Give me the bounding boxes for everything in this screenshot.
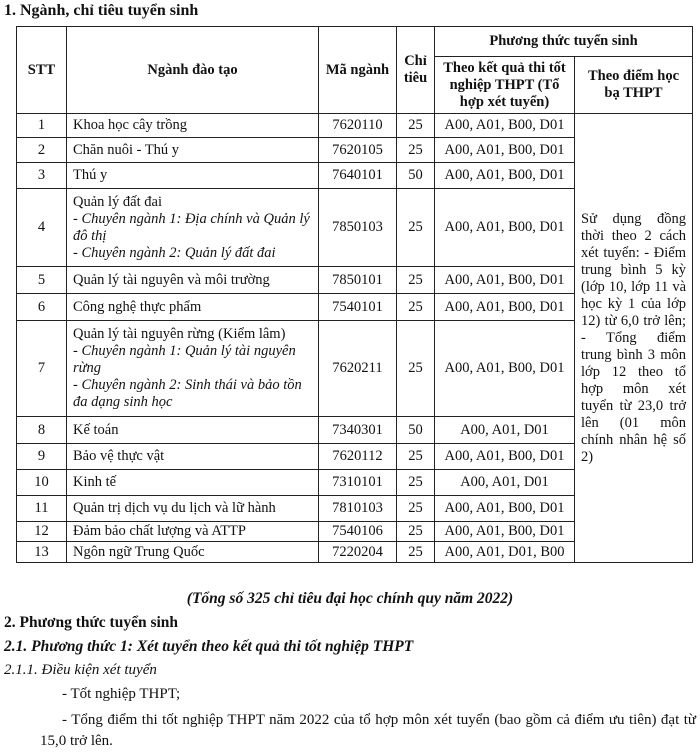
row-combinations: A00, A01, B00, D01 bbox=[435, 294, 575, 321]
row-program-name bbox=[67, 267, 319, 294]
row-stt: 7 bbox=[17, 321, 67, 417]
row-code: 7310101 bbox=[319, 470, 397, 496]
row-stt: 13 bbox=[17, 542, 67, 563]
program-name: Quản lý tài nguyên rừng (Kiểm lâm) bbox=[73, 326, 286, 342]
section-2-1-heading: 2.1. Phương thức 1: Xét tuyển theo kết quả thi tốt nghiệp THPT bbox=[4, 638, 414, 655]
program-name: Kế toán bbox=[73, 421, 119, 438]
hoc-ba-criteria: Sử dụng đồng thời theo 2 cách xét tuyển: - Điểm trung bình 5 kỳ (lớp 10, lớp 11 và học kỳ 1 của lớp 12) từ 6,0 trở lên; - Tổng điểm trung bình 3 môn lớp 12 theo tổ hợp môn xét tuyển từ 23,0 trở lên (01 môn chính nhân hệ số 2) bbox=[575, 114, 693, 563]
table-row bbox=[17, 114, 693, 138]
row-quota: 25 bbox=[397, 189, 435, 267]
program-name: Ngôn ngữ Trung Quốc bbox=[73, 543, 205, 560]
program-name: Quản lý đất đai bbox=[73, 193, 162, 210]
row-stt: 4 bbox=[17, 189, 67, 267]
row-quota: 25 bbox=[397, 542, 435, 563]
program-name: Đảm bảo chất lượng và ATTP bbox=[73, 523, 246, 539]
row-quota: 25 bbox=[397, 496, 435, 522]
condition-2: - Tổng điểm thi tốt nghiệp THPT năm 2022 của tổ hợp môn xét tuyển (bao gồm cả điểm ưu tiên) đạt từ 15,0 trở lên. bbox=[40, 712, 696, 749]
row-program-name bbox=[67, 496, 319, 522]
header-nganh: Ngành đào tạo bbox=[67, 27, 319, 114]
row-quota: 25 bbox=[397, 138, 435, 163]
row-program-name bbox=[67, 444, 319, 470]
row-stt: 6 bbox=[17, 294, 67, 321]
section-2-heading: 2. Phương thức tuyển sinh bbox=[4, 614, 179, 631]
row-code: 7540106 bbox=[319, 522, 397, 542]
row-quota: 25 bbox=[397, 522, 435, 542]
program-name: Quản trị dịch vụ du lịch và lữ hành bbox=[73, 500, 276, 516]
row-combinations: A00, A01, B00, D01 bbox=[435, 496, 575, 522]
row-code: 7850101 bbox=[319, 267, 397, 294]
row-stt: 5 bbox=[17, 267, 67, 294]
row-code: 7620112 bbox=[319, 444, 397, 470]
header-hoc-ba: Theo điểm học bạ THPT bbox=[575, 57, 693, 114]
table-body bbox=[17, 114, 693, 563]
row-program-name bbox=[67, 321, 319, 417]
row-stt: 9 bbox=[17, 444, 67, 470]
row-stt: 1 bbox=[17, 114, 67, 138]
row-quota: 25 bbox=[397, 470, 435, 496]
specialization: - Chuyên ngành 2: Sinh thái và bảo tồn đa dạng sinh học bbox=[73, 377, 302, 410]
row-program-name bbox=[67, 114, 319, 138]
row-combinations: A00, A01, D01 bbox=[435, 470, 575, 496]
row-combinations: A00, A01, B00, D01 bbox=[435, 444, 575, 470]
row-combinations: A00, A01, B00, D01 bbox=[435, 267, 575, 294]
row-combinations: A00, A01, B00, D01 bbox=[435, 321, 575, 417]
header-thpt: Theo kết quả thi tốt nghiệp THPT (Tổ hợp xét tuyển) bbox=[435, 57, 575, 114]
section-2-1-1-heading: 2.1.1. Điều kiện xét tuyển bbox=[4, 662, 157, 678]
row-program-name bbox=[67, 163, 319, 189]
specialization: - Chuyên ngành 1: Địa chính và Quản lý đô thị bbox=[73, 210, 310, 244]
program-name: Khoa học cây trồng bbox=[73, 117, 187, 133]
row-program-name bbox=[67, 138, 319, 163]
specialization: - Chuyên ngành 2: Quản lý đất đai bbox=[73, 244, 276, 261]
row-program-name bbox=[67, 522, 319, 542]
row-stt: 11 bbox=[17, 496, 67, 522]
row-code: 7620105 bbox=[319, 138, 397, 163]
row-code: 7620110 bbox=[319, 114, 397, 138]
row-stt: 3 bbox=[17, 163, 67, 189]
row-stt: 12 bbox=[17, 522, 67, 542]
program-name: Quản lý tài nguyên và môi trường bbox=[73, 271, 270, 288]
admissions-table bbox=[16, 26, 693, 563]
table-caption: (Tổng số 325 chỉ tiêu đại học chính quy năm 2022) bbox=[186, 590, 514, 607]
row-quota: 25 bbox=[397, 444, 435, 470]
specialization: - Chuyên ngành 1: Quản lý tài nguyên rừng bbox=[73, 343, 296, 376]
row-combinations: A00, A01, D01 bbox=[435, 417, 575, 444]
row-program-name bbox=[67, 470, 319, 496]
program-name: Bảo vệ thực vật bbox=[73, 448, 165, 464]
section-1-heading: 1. Ngành, chỉ tiêu tuyển sinh bbox=[4, 2, 199, 19]
row-code: 7810103 bbox=[319, 496, 397, 522]
row-code: 7640101 bbox=[319, 163, 397, 189]
program-name: Công nghệ thực phẩm bbox=[73, 298, 202, 315]
row-stt: 10 bbox=[17, 470, 67, 496]
row-code: 7220204 bbox=[319, 542, 397, 563]
row-quota: 25 bbox=[397, 267, 435, 294]
header-chi-tieu: Chỉ tiêu bbox=[397, 27, 435, 114]
header-stt: STT bbox=[17, 27, 67, 114]
row-program-name bbox=[67, 294, 319, 321]
row-stt: 8 bbox=[17, 417, 67, 444]
row-combinations: A00, A01, B00, D01 bbox=[435, 189, 575, 267]
row-quota: 25 bbox=[397, 294, 435, 321]
condition-1: - Tốt nghiệp THPT; bbox=[62, 686, 181, 702]
row-code: 7850103 bbox=[319, 189, 397, 267]
row-combinations: A00, A01, B00, D01 bbox=[435, 163, 575, 189]
row-combinations: A00, A01, B00, D01 bbox=[435, 522, 575, 542]
row-program-name bbox=[67, 417, 319, 444]
row-program-name bbox=[67, 189, 319, 267]
row-quota: 50 bbox=[397, 163, 435, 189]
row-code: 7340301 bbox=[319, 417, 397, 444]
row-program-name bbox=[67, 542, 319, 563]
row-quota: 25 bbox=[397, 114, 435, 138]
row-quota: 50 bbox=[397, 417, 435, 444]
row-stt: 2 bbox=[17, 138, 67, 163]
row-combinations: A00, A01, B00, D01 bbox=[435, 138, 575, 163]
row-combinations: A00, A01, B00, D01 bbox=[435, 114, 575, 138]
row-quota: 25 bbox=[397, 321, 435, 417]
row-combinations: A00, A01, D01, B00 bbox=[435, 542, 575, 563]
program-name: Chăn nuôi - Thú y bbox=[73, 141, 180, 158]
row-code: 7540101 bbox=[319, 294, 397, 321]
row-code: 7620211 bbox=[319, 321, 397, 417]
program-name: Kinh tế bbox=[73, 474, 117, 490]
header-phuong-thuc: Phương thức tuyển sinh bbox=[435, 27, 693, 57]
header-ma-nganh: Mã ngành bbox=[319, 27, 397, 114]
program-name: Thú y bbox=[73, 167, 108, 183]
